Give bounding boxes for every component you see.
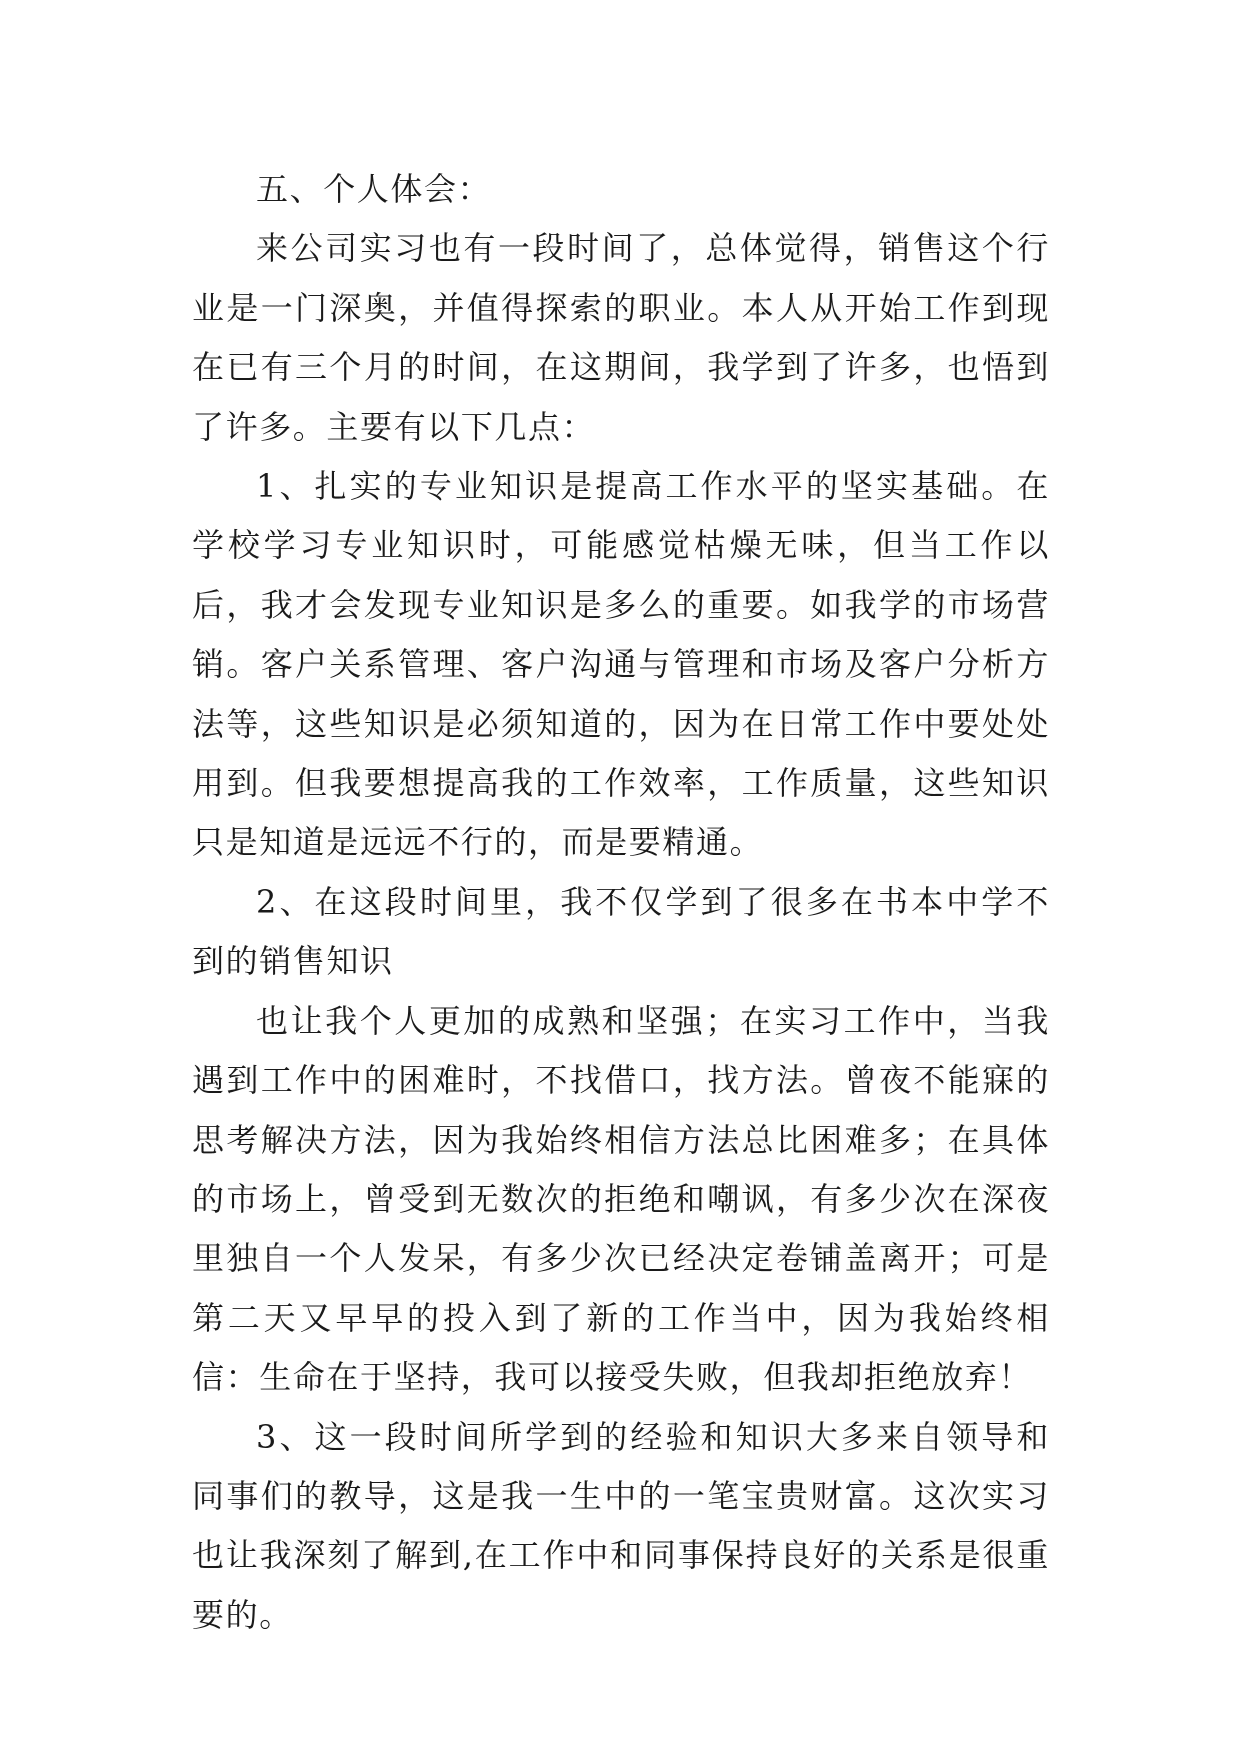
paragraph-point-1: 1、扎实的专业知识是提高工作水平的坚实基础。在学校学习专业知识时，可能感觉枯燥无味，但当工作以后，我才会发现专业知识是多么的重要。如我学的市场营销。客户关系管理、客户沟通与管理和市场及客户分析方法等，这些知识是必须知道的，因为在日常工作中要处处用到。但我要想提高我的工作效率，工作质量，这些知识只是知道是远远不行的，而是要精通。 (192, 467, 1050, 862)
paragraph-point-3: 3、这一段时间所学到的经验和知识大多来自领导和同事们的教导，这是我一生中的一笔宝贵财富。这次实习也让我深刻了解到,在工作中和同事保持良好的关系是很重要的。 (192, 1417, 1050, 1634)
paragraph-intro: 来公司实习也有一段时间了，总体觉得，销售这个行业是一门深奥，并值得探索的职业。本人从开始工作到现在已有三个月的时间，在这期间，我学到了许多，也悟到了许多。主要有以下几点： (192, 229, 1050, 446)
section-heading: 五、个人体会： (256, 170, 492, 208)
paragraph-point-2-continued: 也让我个人更加的成熟和坚强；在实习工作中，当我遇到工作中的困难时，不找借口，找方法。曾夜不能寐的思考解决方法，因为我始终相信方法总比困难多；在具体的市场上，曾受到无数次的拒绝和嘲讽，有多少次在深夜里独自一个人发呆，有多少次已经决定卷铺盖离开；可是第二天又早早的投入到了新的工作当中，因为我始终相信：生命在于坚持，我可以接受失败，但我却拒绝放弃！ (192, 1001, 1050, 1397)
paragraph-point-2: 2、在这段时间里，我不仅学到了很多在书本中学不到的销售知识 (192, 882, 1050, 981)
document-body (192, 160, 1050, 1645)
